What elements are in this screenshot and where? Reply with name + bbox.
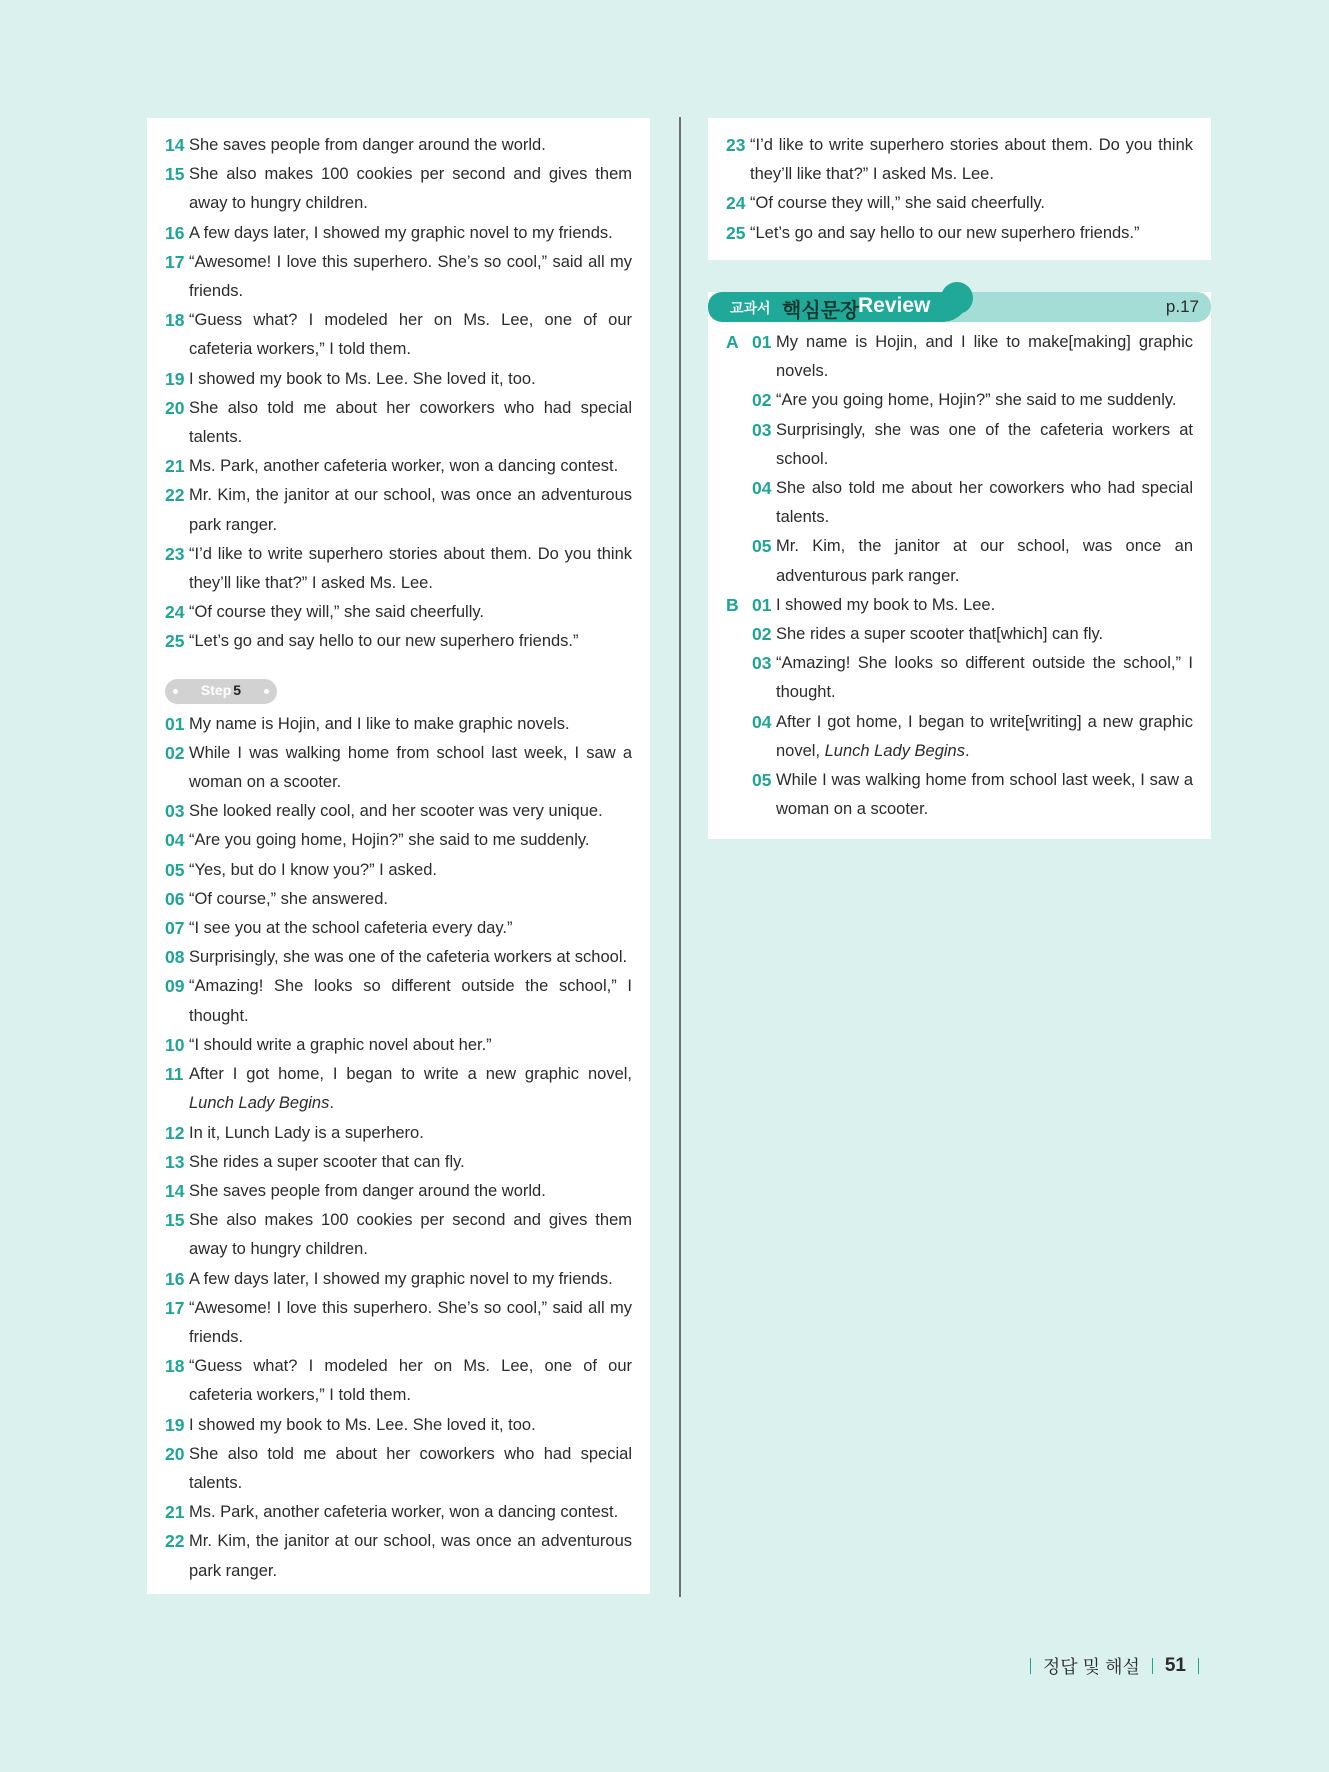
book-title: Lunch Lady Begins [189, 1094, 330, 1113]
right-top-box [708, 118, 1211, 260]
list-item: 18 “Guess what? I modeled her on Ms. Lee, one of our cafeteria workers,” I told them. [165, 1356, 632, 1405]
key-sentence-label: 핵심문장 [782, 300, 860, 322]
list-item: 11 After I got home, I began to write a new graphic novel, Lunch Lady Begins. [165, 1064, 632, 1113]
review-item: 04 After I got home, I began to write[writing] a new graphic novel, Lunch Lady Begins. [752, 711, 1193, 760]
review-item: 03 “Amazing! She looks so different outside the school,” I thought. [752, 653, 1193, 702]
list-item: 05 “Yes, but do I know you?” I asked. [165, 859, 437, 880]
list-item: 19 I showed my book to Ms. Lee. She loved it, too. [165, 368, 536, 389]
review-item: 03 Surprisingly, she was one of the cafeteria workers at school. [752, 419, 1193, 468]
dot-icon [173, 689, 178, 694]
footer-divider [1152, 1658, 1153, 1674]
list-item: 14 She saves people from danger around the world. [165, 135, 546, 155]
textbook-label: 교과서 [730, 300, 771, 316]
left-column [147, 118, 650, 1594]
step-list [165, 710, 632, 1586]
list-item: 06 “Of course,” she answered. [165, 888, 388, 909]
page-footer [1018, 1652, 1211, 1680]
book-title: Lunch Lady Begins [824, 741, 965, 760]
step-badge [165, 679, 277, 704]
review-header [708, 290, 1211, 322]
list-item: 20 She also told me about her coworkers who had special talents. [165, 1443, 632, 1492]
list-item: 01 My name is Hojin, and I like to make graphic novels. [165, 713, 570, 734]
footer-section-label: 정답 및 해설 [1042, 1657, 1140, 1677]
list-item: 21 Ms. Park, another cafeteria worker, won a dancing contest. [165, 1502, 619, 1523]
review-section-b [726, 591, 1193, 825]
section-letter: A [726, 332, 739, 352]
footer-divider [1030, 1658, 1031, 1674]
list-item: 13 She rides a super scooter that can fly. [165, 1151, 465, 1172]
list-item: 24 “Of course they will,” she said cheerfully. [726, 193, 1045, 214]
step-number: 5 [233, 682, 242, 699]
list-item: 25 “Let’s go and say hello to our new superhero friends.” [165, 631, 579, 652]
review-item: 02 “Are you going home, Hojin?” she said to me suddenly. [752, 390, 1177, 411]
list-item: 08 Surprisingly, she was one of the cafeteria workers at school. [165, 947, 628, 968]
step-label: Step [200, 682, 232, 699]
list-item: 23 “I’d like to write superhero stories about them. Do you think they’ll like that?” I asked Ms. Lee. [165, 543, 632, 593]
review-item: B 01 I showed my book to Ms. Lee. [726, 591, 1193, 620]
review-box [708, 292, 1211, 839]
left-top-list [165, 131, 632, 657]
list-item: 22 Mr. Kim, the janitor at our school, was once an adventurous park ranger. [165, 1531, 632, 1580]
list-item: 14 She saves people from danger around the world. [165, 1180, 546, 1201]
review-title: Review [858, 294, 931, 317]
review-item: A 01 My name is Hojin, and I like to make[making] graphic novels. [726, 328, 1193, 386]
header-circle [941, 282, 973, 314]
list-item: 23 “I’d like to write superhero stories about them. Do you think they’ll like that?” I asked Ms. Lee. [726, 135, 1193, 184]
list-item: 15 She also makes 100 cookies per second and gives them away to hungry children. [165, 164, 632, 213]
list-item: 18 “Guess what? I modeled her on Ms. Lee, one of our cafeteria workers,” I told them. [165, 310, 632, 359]
review-item: 02 She rides a super scooter that[which] can fly. [752, 624, 1104, 645]
review-item: 05 Mr. Kim, the janitor at our school, was once an adventurous park ranger. [752, 536, 1193, 585]
list-item: 03 She looked really cool, and her scooter was very unique. [165, 801, 603, 822]
page-reference: p.17 [1165, 297, 1199, 316]
list-item: 16 A few days later, I showed my graphic novel to my friends. [165, 222, 613, 243]
list-item: 10 “I should write a graphic novel about her.” [165, 1034, 492, 1055]
list-item: 17 “Awesome! I love this superhero. She’s so cool,” said all my friends. [165, 251, 632, 301]
list-item: 20 She also told me about her coworkers who had special talents. [165, 397, 632, 447]
list-item: 24 “Of course they will,” she said cheerfully. [165, 602, 484, 623]
review-section-a [726, 328, 1193, 591]
list-item: 04 “Are you going home, Hojin?” she said to me suddenly. [165, 830, 590, 851]
dot-icon [264, 689, 269, 694]
list-item: 19 I showed my book to Ms. Lee. She loved it, too. [165, 1414, 536, 1435]
list-item: 09 “Amazing! She looks so different outside the school,” I thought. [165, 976, 632, 1025]
list-item: 02 While I was walking home from school last week, I saw a woman on a scooter. [165, 742, 632, 792]
section-letter: B [726, 594, 739, 615]
list-item: 12 In it, Lunch Lady is a superhero. [165, 1122, 424, 1143]
footer-divider [1198, 1658, 1199, 1674]
list-item: 16 A few days later, I showed my graphic novel to my friends. [165, 1268, 613, 1289]
review-item: 05 While I was walking home from school last week, I saw a woman on a scooter. [752, 770, 1193, 819]
column-divider [679, 117, 681, 1597]
list-item: 22 Mr. Kim, the janitor at our school, was once an adventurous park ranger. [165, 485, 632, 534]
list-item: 17 “Awesome! I love this superhero. She’s so cool,” said all my friends. [165, 1297, 632, 1346]
list-item: 15 She also makes 100 cookies per second and gives them away to hungry children. [165, 1210, 632, 1259]
page-number: 51 [1164, 1655, 1186, 1676]
list-item: 25 “Let’s go and say hello to our new superhero friends.” [726, 222, 1140, 243]
list-item: 07 “I see you at the school cafeteria every day.” [165, 918, 513, 939]
list-item: 21 Ms. Park, another cafeteria worker, won a dancing contest. [165, 456, 619, 477]
review-item: 04 She also told me about her coworkers who had special talents. [752, 478, 1193, 527]
